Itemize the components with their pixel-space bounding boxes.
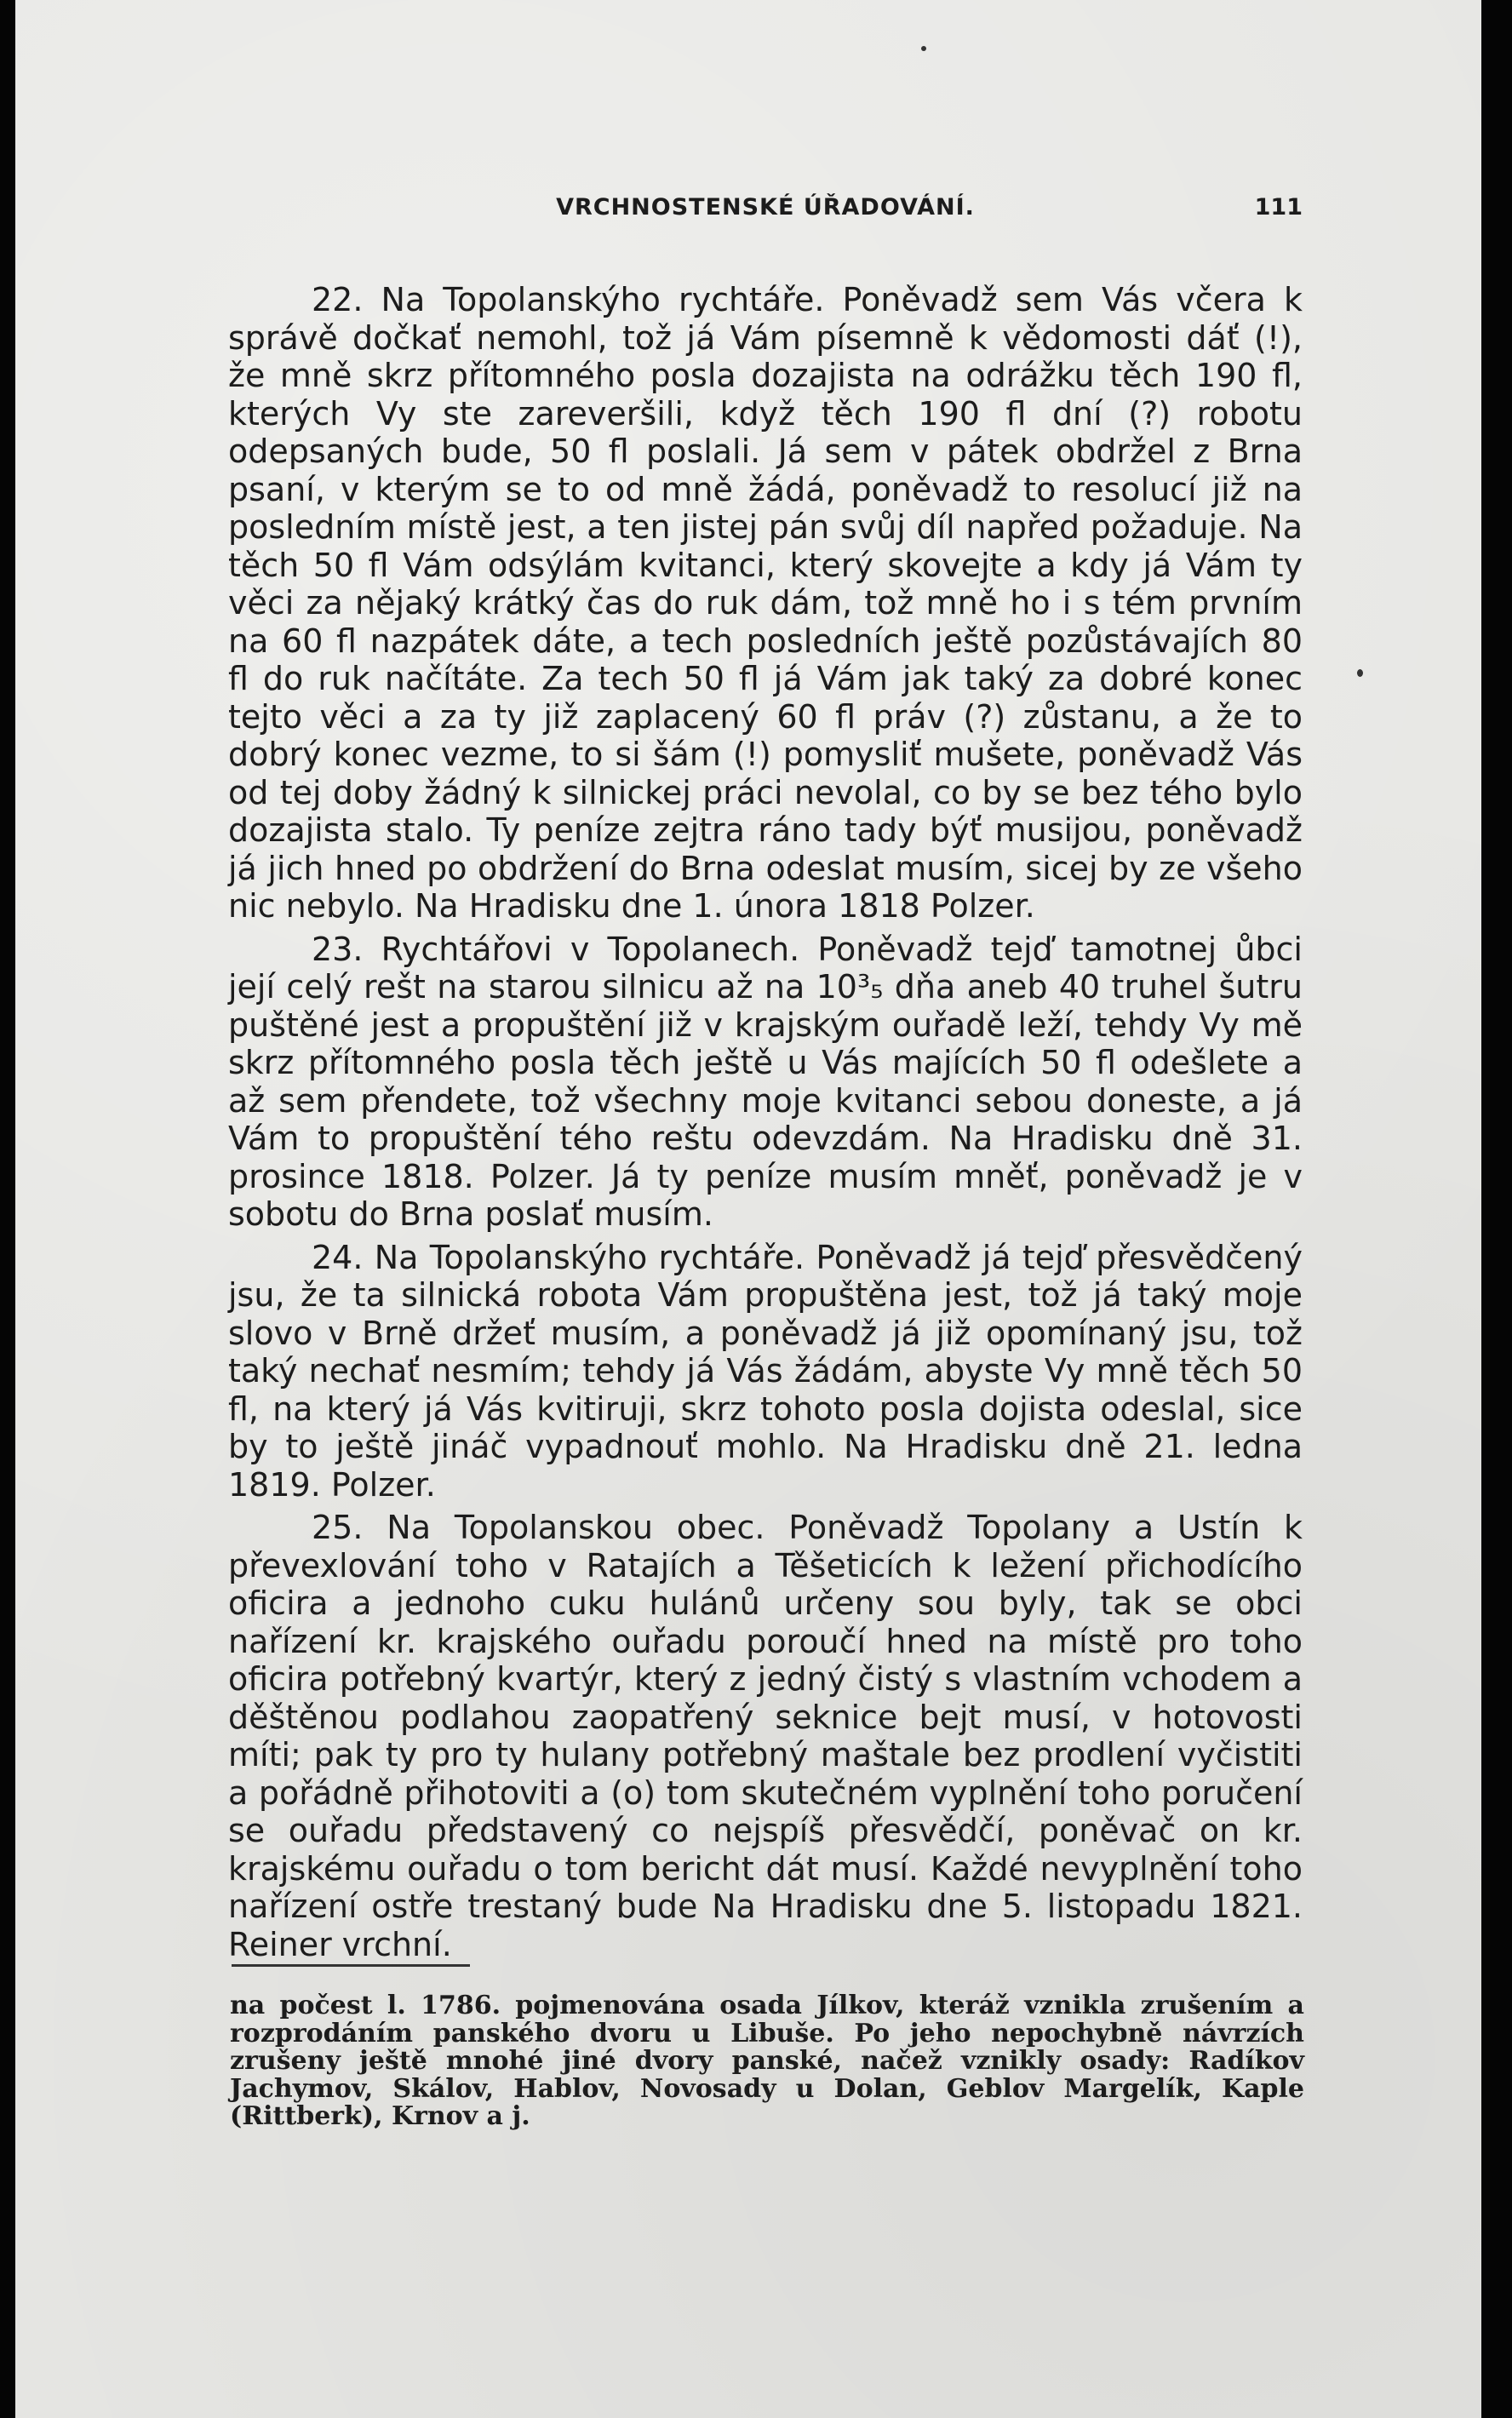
running-title: VRCHNOSTENSKÉ ÚŘADOVÁNÍ.: [556, 194, 975, 221]
ink-speck: [921, 46, 926, 51]
page-header: [228, 194, 1303, 228]
footnote-divider: [232, 1964, 470, 1967]
footnote: [230, 1992, 1304, 2131]
paragraph-23: 23. Rychtářovi v Topolanech. Poněvadž tejď tamotnej ůbci její celý rešt na starou silnicu až na 10³₅ dňa aneb 40 truhel šutru puštěné jest a propuštění již v krajským ouřadě leží, tehdy Vy mě skrz přítomného posla těch ještě u Vás majících 50 fl odešlete a až sem přendete, tož všechny moje kvitanci sebou doneste, a já Vám to propuštění tého reštu odevzdám. Na Hradisku dně 31. prosince 1818. Polzer. Já ty peníze musím mněť, poněvadž je v sobotu do Brna poslať musím.: [228, 930, 1303, 1233]
paragraph-25: 25. Na Topolanskou obec. Poněvadž Topolany a Ustín k převexlování toho v Ratajích a Těšeticích k ležení přichodícího oficira a jednoho cuku hulánů určeny sou byly, tak se obci nařízení kr. krajského ouřadu poroučí hned na místě pro toho oficira potřebný kvartýr, který z jedný čistý s vlastním vchodem a děštěnou podlahou zaopatřený seknice bejt musí, v hotovosti míti; pak ty pro ty hulany potřebný maštale bez prodlení vyčistiti a pořádně přihotoviti a (o) tom skutečném vyplnění toho poručení se ouřadu představený co nejspíš přesvědčí, poněvač on kr. krajskému ouřadu o tom bericht dát musí. Každé nevyplnění toho nařízení ostře trestaný bude Na Hradisku dne 5. listopadu 1821. Reiner vrchní.: [228, 1509, 1303, 1963]
paragraph-24: 24. Na Topolanskýho rychtáře. Poněvadž já tejď přesvědčený jsu, že ta silnická robota Vám propuštěna jest, tož já taký moje slovo v Brně držeť musím, a poněvadž já již opomínaný jsu, tož taký nechať nesmím; tehdy já Vás žádám, abyste Vy mně těch 50 fl, na který já Vás kvitiruji, skrz tohoto posla dojista odeslal, sice by to ještě jináč vypadnouť mohlo. Na Hradisku dně 21. ledna 1819. Polzer.: [228, 1238, 1303, 1504]
page-number: 111: [1254, 194, 1303, 221]
ink-speck: [1357, 669, 1363, 677]
paragraph-22: 22. Na Topolanskýho rychtáře. Poněvadž sem Vás včera k správě dočkať nemohl, tož já Vám písemně k vědomosti dáť (!), že mně skrz přítomného posla dozajista na odrážku těch 190 fl, kterých Vy ste zareveršili, když těch 190 fl dní (?) robotu odepsaných bude, 50 fl poslali. Já sem v pátek obdržel z Brna psaní, v kterým se to od mně žádá, poněvadž to resolucí již na posledním místě jest, a ten jistej pán svůj díl napřed požaduje. Na těch 50 fl Vám odsýlám kvitanci, který skovejte a kdy já Vám ty věci za nějaký krátký čas do ruk dám, tož mně ho i s tém prvním na 60 fl nazpátek dáte, a tech posledních ještě pozůstávajích 80 fl do ruk načítáte. Za tech 50 fl já Vám jak taký za dobré konec tejto věci a za ty již zaplacený 60 fl práv (?) zůstanu, a že to dobrý konec vezme, to si šám (!) pomysliť mušete, poněvadž Vás od tej doby žádný k silnickej práci nevolal, co by se bez tého bylo dozajista stalo. Ty peníze zejtra ráno tady býť musijou, poněvadž já jich hned po obdržení do Brna odeslat musím, sicej by ze všeho nic nebylo. Na Hradisku dne 1. února 1818 Polzer.: [228, 281, 1303, 925]
book-page: [15, 0, 1481, 2418]
main-text: [228, 281, 1303, 1968]
footnote-text: na počest l. 1786. pojmenována osada Jílkov, kteráž vznikla zrušením a rozprodáním panského dvoru u Libuše. Po jeho nepochybně návrzích zrušeny ještě mnohé jiné dvory panské, načež vznikly osady: Radíkov Jachymov, Skálov, Hablov, Novosady u Dolan, Geblov Margelík, Kaple (Rittberk), Krnov a j.: [230, 1991, 1304, 2131]
